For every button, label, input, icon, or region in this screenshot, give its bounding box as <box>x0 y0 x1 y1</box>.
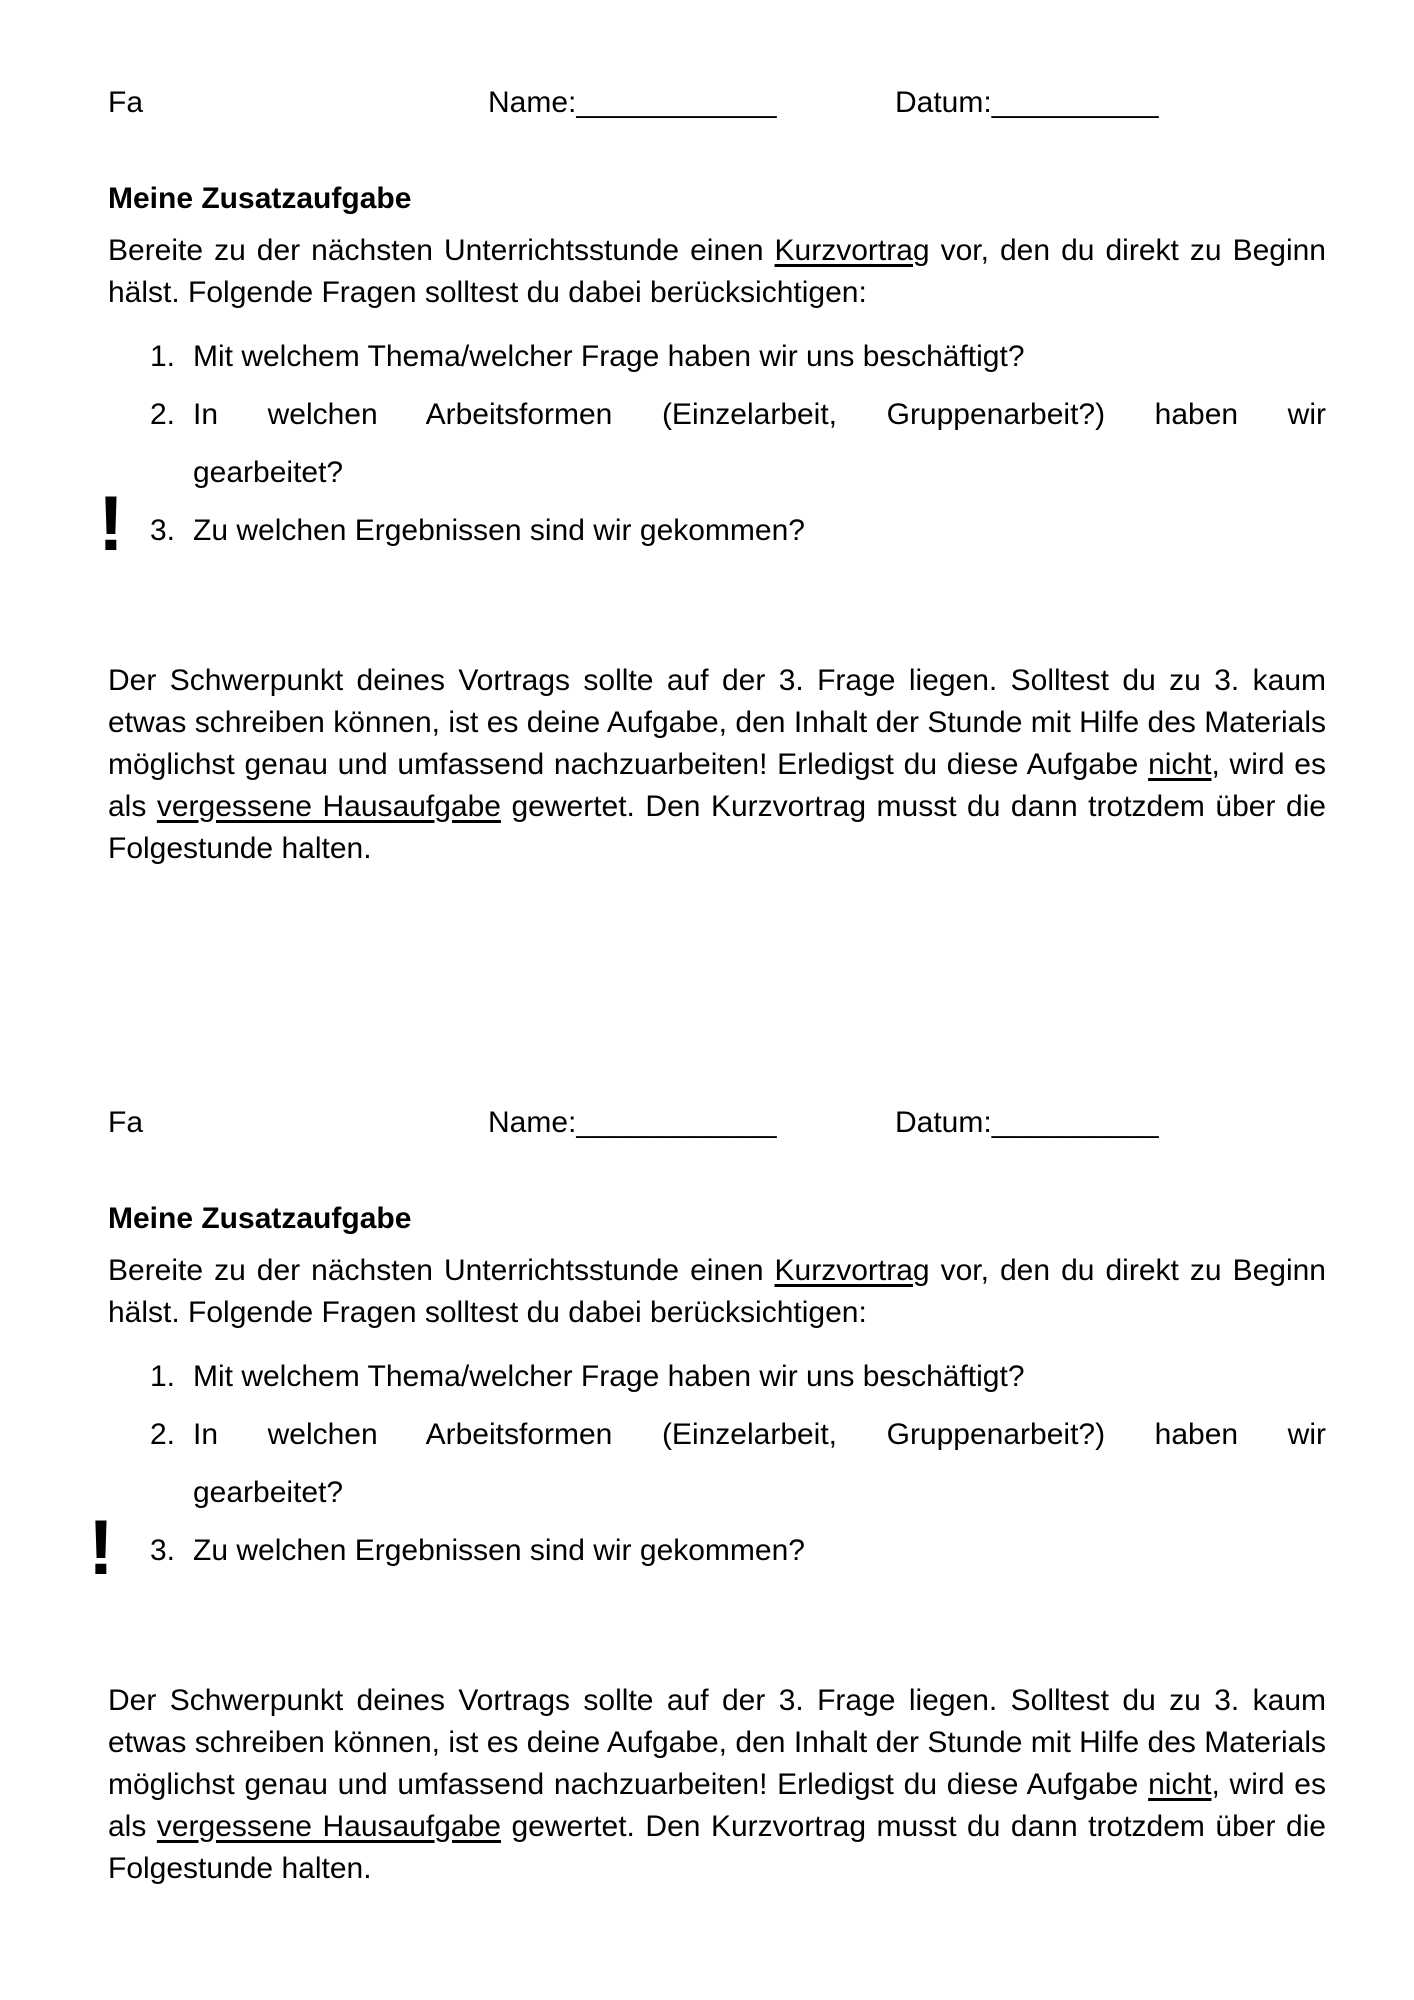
question-text: Zu welchen Ergebnissen sind wir gekommen? <box>193 514 805 547</box>
question-text: In welchen Arbeitsformen (Einzelarbeit, Gruppenarbeit?) haben wir <box>193 398 1326 431</box>
task-title: Meine Zusatzaufgabe <box>108 1202 412 1235</box>
date-blank: __________ <box>991 86 1159 119</box>
date-field <box>895 82 1159 124</box>
question-text: Zu welchen Ergebnissen sind wir gekommen? <box>193 1534 805 1567</box>
paragraph-part2: , wird es als <box>108 1768 1326 1843</box>
name-label: Name: <box>488 1106 577 1139</box>
date-blank: __________ <box>991 1106 1159 1139</box>
date-label: Datum: <box>895 86 992 119</box>
intro-text <box>108 1250 1326 1334</box>
paragraph-underlined-2: vergessene Hausaufgabe <box>156 1810 501 1843</box>
question-item <box>88 1503 1326 1591</box>
question-item <box>108 386 1326 502</box>
paragraph-underlined-2: vergessene Hausaufgabe <box>156 790 501 823</box>
task-title: Meine Zusatzaufgabe <box>108 182 412 215</box>
worksheet-copy-1 <box>98 82 1326 870</box>
exclamation-mark-icon: ! <box>88 1503 114 1591</box>
name-blank: ____________ <box>576 1106 777 1139</box>
exclamation-mark-icon: ! <box>98 479 124 567</box>
question-list <box>88 1348 1326 1591</box>
question-list <box>98 328 1326 567</box>
paragraph-underlined-1: nicht <box>1148 1768 1212 1801</box>
question-number: 3. <box>150 1534 176 1567</box>
intro-underlined: Kurzvortrag <box>774 1254 930 1287</box>
question-text: Mit welchem Thema/welcher Frage haben wir uns beschäftigt? <box>193 340 1025 373</box>
question-text: In welchen Arbeitsformen (Einzelarbeit, Gruppenarbeit?) haben wir <box>193 1418 1326 1451</box>
question-item <box>108 1348 1326 1406</box>
instruction-paragraph <box>108 1680 1326 1890</box>
subject-label: Fa <box>108 1106 144 1139</box>
question-number: 3. <box>150 514 176 547</box>
question-number: 1. <box>150 340 176 373</box>
paragraph-part2: , wird es als <box>108 748 1326 823</box>
question-item <box>108 328 1326 386</box>
paragraph-underlined-1: nicht <box>1148 748 1212 781</box>
question-continuation: gearbeitet? <box>193 456 344 489</box>
question-number: 2. <box>150 1418 176 1451</box>
name-field <box>488 82 777 124</box>
date-field <box>895 1102 1159 1144</box>
intro-underlined: Kurzvortrag <box>774 234 930 267</box>
paragraph-part1: Der Schwerpunkt deines Vortrags sollte auf der 3. Frage liegen. Solltest du zu 3. kaum etwas schreiben können, ist es deine Aufgabe, den Inhalt der Stunde mit Hilfe des Materials möglichst genau und umfassend nachzuarbeiten! Erledigst du diese Aufgabe <box>108 1684 1326 1801</box>
question-text: Mit welchem Thema/welcher Frage haben wir uns beschäftigt? <box>193 1360 1025 1393</box>
paragraph-part3: gewertet. Den Kurzvortrag musst du dann trotzdem über die Folgestunde halten. <box>108 1810 1326 1885</box>
subject-label: Fa <box>108 86 144 119</box>
intro-part2: vor, den du direkt zu Beginn hälst. Folgende Fragen solltest du dabei berücksichtigen: <box>108 234 1326 309</box>
question-number: 1. <box>150 1360 176 1393</box>
question-item <box>108 1406 1326 1522</box>
intro-text <box>108 230 1326 314</box>
name-blank: ____________ <box>576 86 777 119</box>
name-label: Name: <box>488 86 577 119</box>
paragraph-part1: Der Schwerpunkt deines Vortrags sollte auf der 3. Frage liegen. Solltest du zu 3. kaum etwas schreiben können, ist es deine Aufgabe, den Inhalt der Stunde mit Hilfe des Materials möglichst genau und umfassend nachzuarbeiten! Erledigst du diese Aufgabe <box>108 664 1326 781</box>
intro-part2: vor, den du direkt zu Beginn hälst. Folgende Fragen solltest du dabei berücksichtigen: <box>108 1254 1326 1329</box>
intro-part1: Bereite zu der nächsten Unterrichtsstunde einen <box>108 1254 775 1287</box>
worksheet-copy-2 <box>88 1102 1326 1890</box>
header-row <box>108 82 1326 124</box>
question-number: 2. <box>150 398 176 431</box>
intro-part1: Bereite zu der nächsten Unterrichtsstunde einen <box>108 234 775 267</box>
name-field <box>488 1102 777 1144</box>
question-item <box>98 479 1326 567</box>
question-continuation: gearbeitet? <box>193 1476 344 1509</box>
date-label: Datum: <box>895 1106 992 1139</box>
header-row <box>108 1102 1326 1144</box>
instruction-paragraph <box>108 660 1326 870</box>
paragraph-part3: gewertet. Den Kurzvortrag musst du dann trotzdem über die Folgestunde halten. <box>108 790 1326 865</box>
